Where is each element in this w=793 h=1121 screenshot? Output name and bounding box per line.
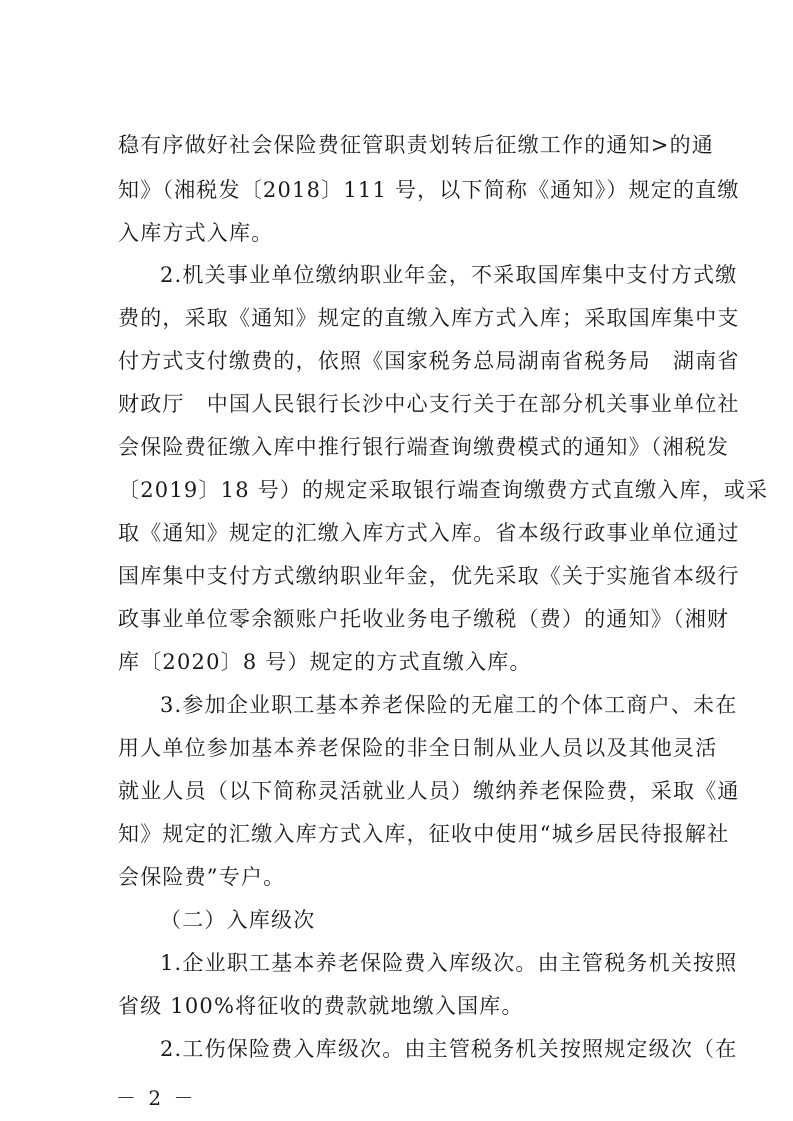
text-line: 用人单位参加基本养老保险的非全日制从业人员以及其他灵活 [118,736,718,760]
text-line: 就业人员（以下简称灵活就业人员）缴纳养老保险费，采取《通 [118,779,740,803]
text-line: 库〔2020〕8 号）规定的方式直缴入库。 [118,650,532,674]
text-line: 国库集中支付方式缴纳职业年金，优先采取《关于实施省本级行 [118,564,740,588]
text-line: 稳有序做好社会保险费征管职责划转后征缴工作的通知>的通 [118,133,714,157]
text-line: 政事业单位零余额账户托收业务电子缴税（费）的通知》（湘财 [118,607,730,631]
text-line: 费的，采取《通知》规定的直缴入库方式入库；采取国库集中支 [118,306,740,330]
text-line: 会保险费”专户。 [118,865,286,889]
text-line: 会保险费征缴入库中推行银行端查询缴费模式的通知》（湘税发 [118,435,730,459]
paragraph-start: 2.机关事业单位缴纳职业年金，不采取国库集中支付方式缴 [160,263,738,287]
text-line: 知》（湘税发〔2018〕111 号，以下简称《通知》）规定的直缴 [118,178,740,202]
paragraph-start: 2.工伤保险费入库级次。由主管税务机关按照规定级次（在 [160,1037,738,1061]
paragraph-start: 1.企业职工基本养老保险费入库级次。由主管税务机关按照 [160,951,738,975]
page-number: － 2 － [116,1086,197,1110]
section-heading: （二）入库级次 [160,908,316,932]
text-line: 〔2019〕18 号）的规定采取银行端查询缴费方式直缴入库，或采 [118,478,769,502]
text-line: 知》规定的汇缴入库方式入库，征收中使用“城乡居民待报解社 [118,822,730,846]
text-line: 入库方式入库。 [118,221,274,245]
text-line: 财政厅 中国人民银行长沙中心支行关于在部分机关事业单位社 [118,392,740,416]
text-line: 省级 100%将征收的费款就地缴入国库。 [118,994,524,1018]
text-line: 付方式支付缴费的，依照《国家税务总局湖南省税务局 湖南省 [118,349,740,373]
text-line: 取《通知》规定的汇缴入库方式入库。省本级行政事业单位通过 [118,521,740,545]
paragraph-start: 3.参加企业职工基本养老保险的无雇工的个体工商户、未在 [160,693,738,717]
